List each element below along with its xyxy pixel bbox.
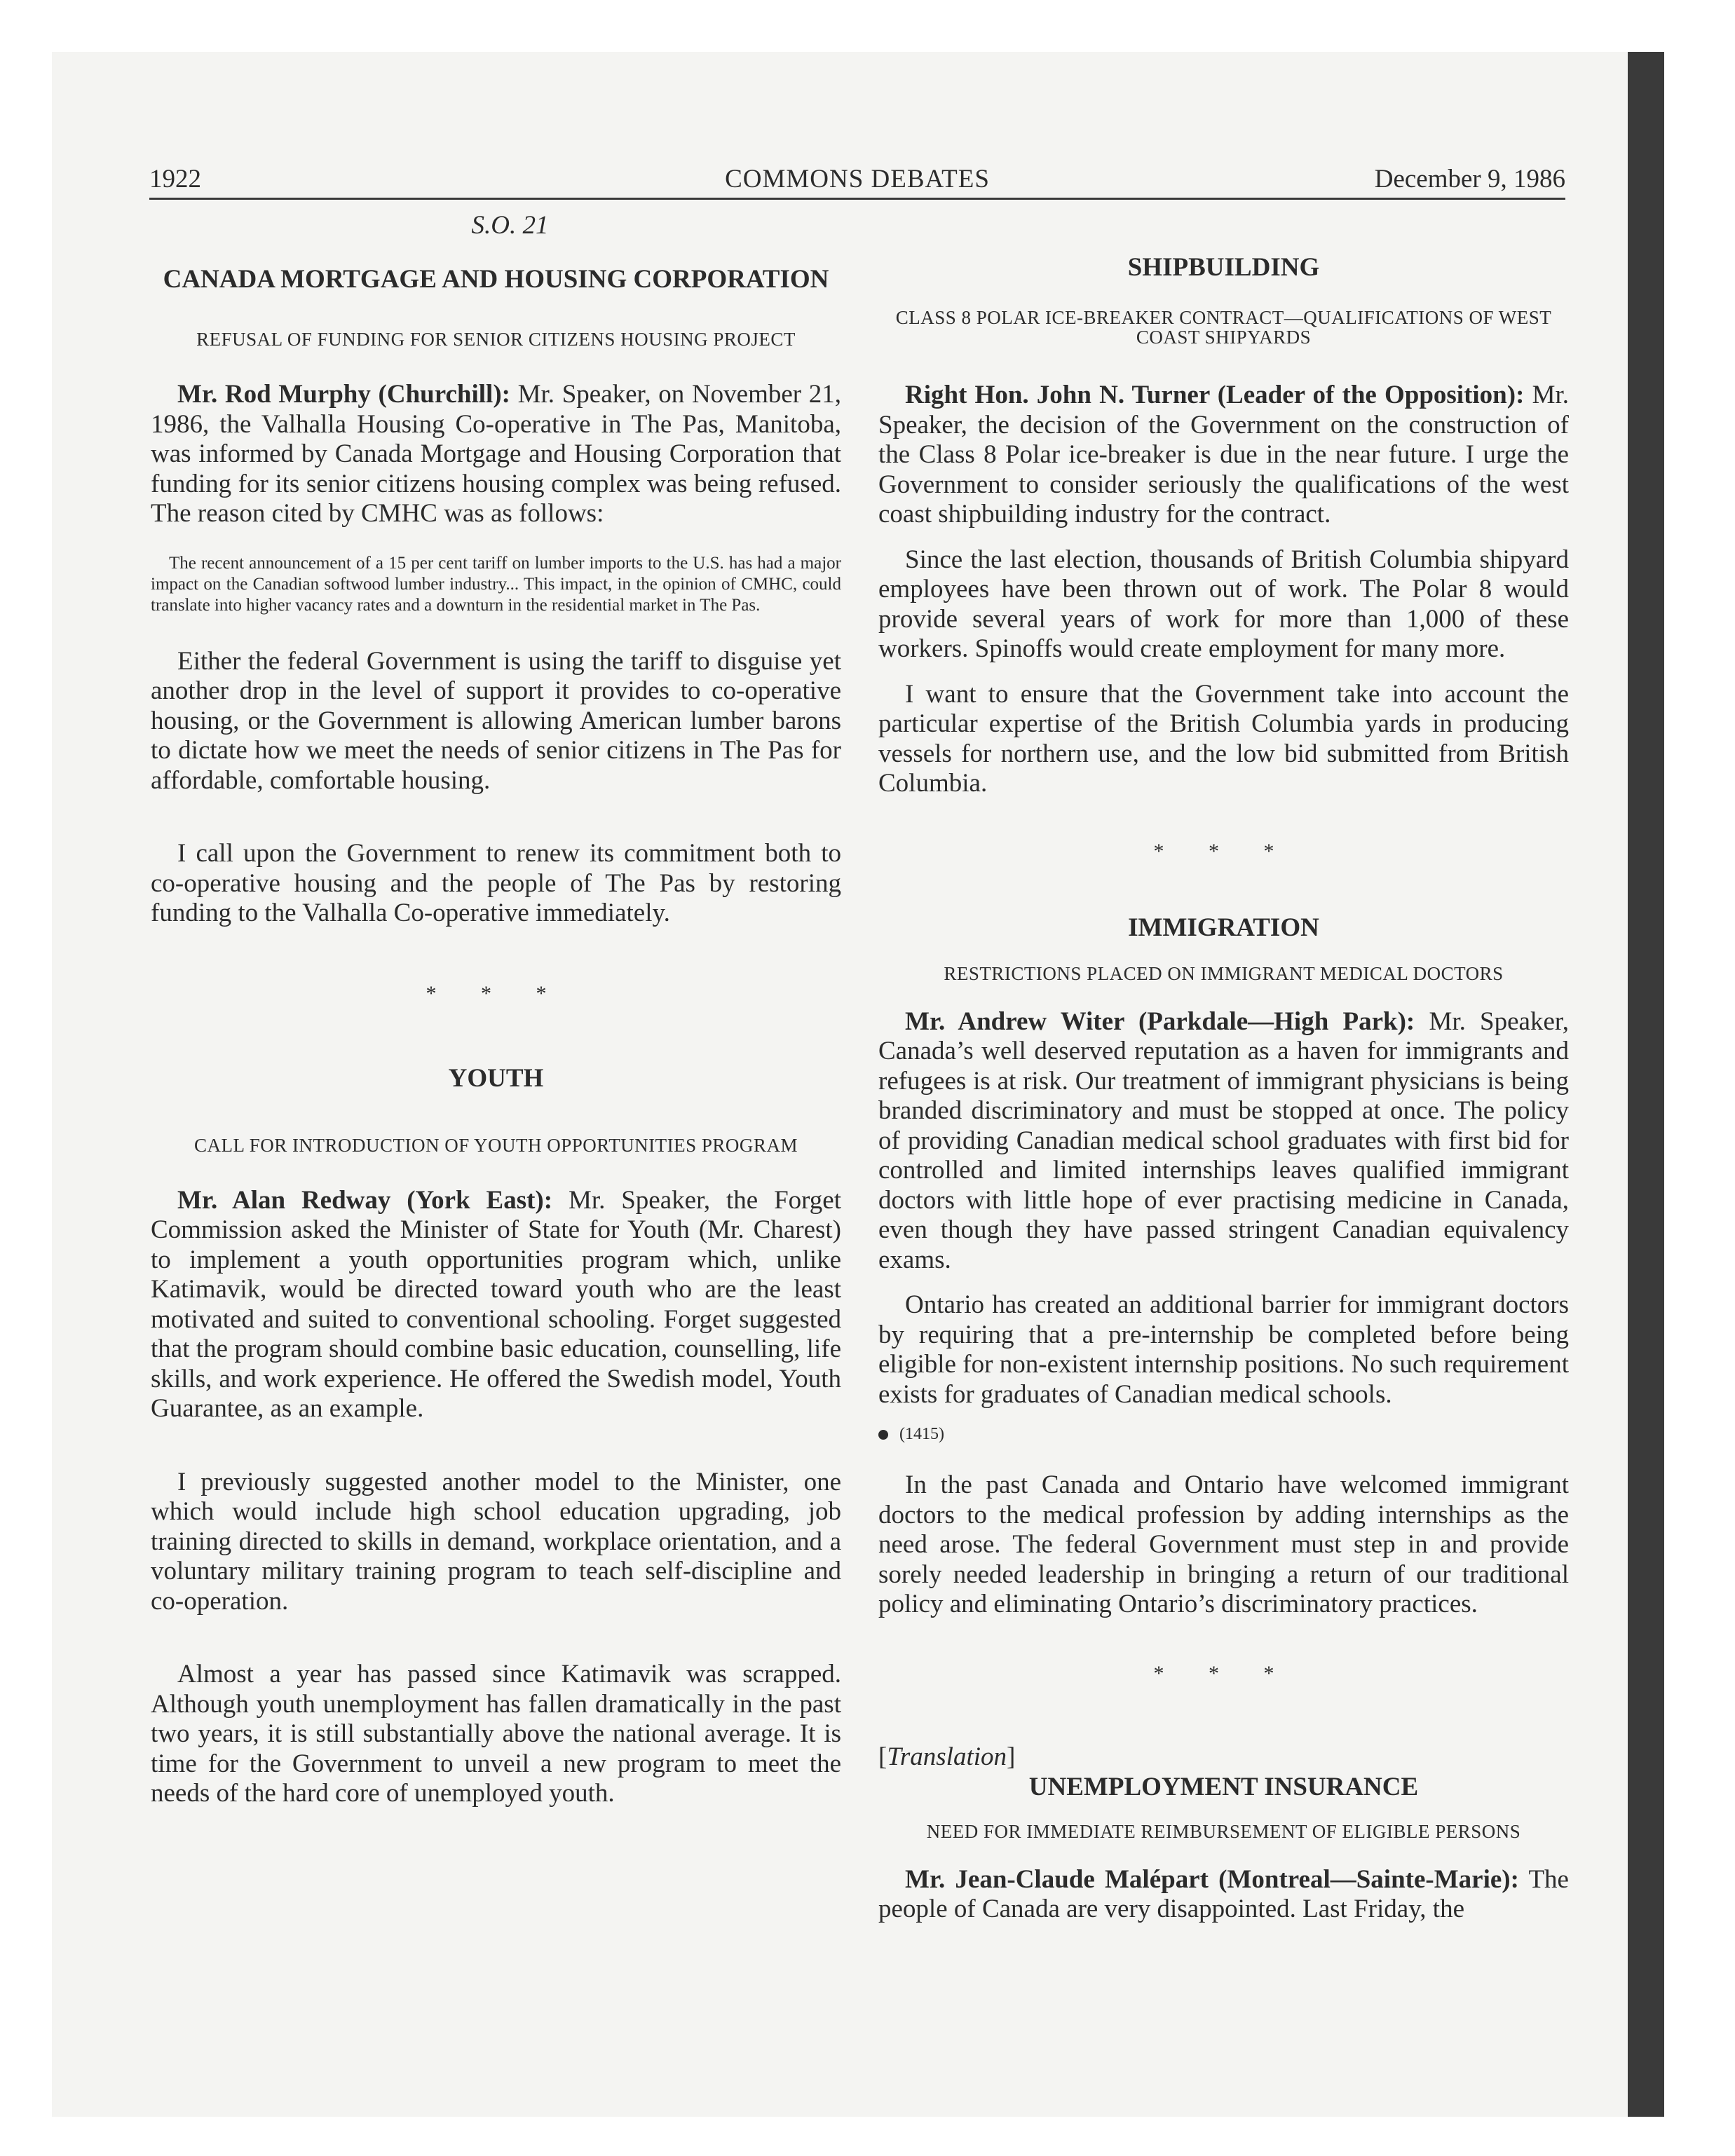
right-column (878, 252, 1569, 1940)
statement-text: Mr. Speaker, on November 21, 1986, the Valhalla Housing Co-operative in The Pas, Manitoba, was informed by Canada Mortgage and Housing Corporation that funding for its senior citizens housing complex was being refused. The reason cited by CMHC was as follows: (151, 380, 842, 528)
paragraph: I previously suggested another model to the Minister, one which would include high school education upgrading, job training directed to skills in demand, workplace orientation, and a voluntary military training program to teach self-discipline and co-operation. (151, 1467, 841, 1616)
issue-date: December 9, 1986 (1374, 165, 1565, 193)
time-marker-text: (1415) (899, 1425, 944, 1443)
statement-text: Mr. Speaker, the Forget Commission asked the Minister of State for Youth (Mr. Charest) to implement a youth opportunities program which, unlike Katimavik, would be directed toward youth who are the least motivated and suited to conventional schooling. Forget suggested that the program should combine basic education, counselling, life skills, and work experience. He offered the Swedish model, Youth Guarantee, as an example. (151, 1185, 841, 1423)
time-marker (878, 1425, 1569, 1444)
standing-order-label: S.O. 21 (471, 211, 549, 240)
statement-murphy (151, 380, 841, 529)
page-number: 1922 (149, 165, 201, 193)
subheading-immigrant-doctors: RESTRICTIONS PLACED ON IMMIGRANT MEDICAL DOCTORS (944, 962, 1504, 984)
section-separator: * * * (426, 981, 566, 1005)
section-heading-unemployment: UNEMPLOYMENT INSURANCE (1028, 1772, 1419, 1801)
paragraph: I call upon the Government to renew its commitment both to co-operative housing and the people of The Pas by restoring funding to the Valhalla Co-operative immediately. (151, 839, 841, 927)
bullet-icon (878, 1430, 888, 1440)
section-heading-cmhc: CANADA MORTGAGE AND HOUSING CORPORATION (163, 265, 829, 294)
statement-malepart (878, 1865, 1569, 1925)
speaker-murphy: Mr. Rod Murphy (Churchill): (177, 380, 510, 409)
cmhc-quotation: The recent announcement of a 15 per cent tariff on lumber imports to the U.S. has had a major impact on the Canadian softwood lumber industry... This impact, in the opinion of CMHC, could translate into higher vacancy rates and a downturn in the residential market in The Pas. (151, 553, 841, 615)
statement-redway (151, 1186, 841, 1424)
paragraph: Either the federal Government is using the tariff to disguise yet another drop in the level of support it provides to co-operative housing, or the Government is allowing American lumber barons to dictate how we meet the needs of senior citizens in The Pas for affordable, comfortable housing. (151, 646, 841, 795)
section-heading-shipbuilding: SHIPBUILDING (1127, 253, 1320, 282)
section-heading-immigration: IMMIGRATION (1128, 913, 1319, 942)
paragraph: Since the last election, thousands of British Columbia shipyard employees have been thrown out of work. The Polar 8 would provide several years of work for more than 1,000 of these workers. Spinoffs would create employment for many more. (878, 545, 1569, 663)
speaker-malepart: Mr. Jean-Claude Malépart (Montreal—Sainte-Marie): (905, 1864, 1519, 1894)
subheading-reimbursement: NEED FOR IMMEDIATE REIMBURSEMENT OF ELIGIBLE PERSONS (926, 1820, 1521, 1842)
paragraph: I want to ensure that the Government take into account the particular expertise of the British Columbia yards in producing vessels for northern use, and the low bid submitted from British Columbia. (878, 679, 1569, 798)
paragraph: Ontario has created an additional barrier for immigrant doctors by requiring that a pre-internship be completed before being eligible for non-existent internship positions. No such requirement exists for graduates of Canadian medical schools. (878, 1290, 1569, 1409)
statement-text: The people of Canada are very disappointed. Last Friday, the (878, 1864, 1569, 1923)
paragraph: In the past Canada and Ontario have welcomed immigrant doctors to the medical profession by adding internships as the need arose. The federal Government must step in and provide sorely needed leadership in bringing a return of our traditional policy and eliminating Ontario’s discriminatory practices. (878, 1471, 1569, 1618)
statement-turner (878, 381, 1569, 530)
subheading-youth-program: CALL FOR INTRODUCTION OF YOUTH OPPORTUNITIES PROGRAM (194, 1134, 798, 1156)
subheading-icebreaker: CLASS 8 POLAR ICE-BREAKER CONTRACT—QUALIFICATIONS OF WEST COAST SHIPYARDS (895, 307, 1552, 348)
left-column (151, 210, 841, 1824)
translation-label: [Translation] (878, 1742, 1016, 1771)
section-heading-youth: YOUTH (448, 1063, 544, 1093)
statement-text: Mr. Speaker, Canada’s well deserved reputation as a haven for immigrants and refugees is at risk. Our treatment of immigrant physicians is being branded discriminatory and must be stopped at once. The policy of providing Canadian medical school graduates with first bid for controlled and limited internships leaves qualified immigrant doctors with little hope of ever practising medicine in Canada, even though they have passed stringent Canadian equivalency exams. (878, 1007, 1569, 1274)
speaker-redway: Mr. Alan Redway (York East): (177, 1185, 553, 1215)
speaker-turner: Right Hon. John N. Turner (Leader of the Opposition): (905, 381, 1525, 409)
publication-title: COMMONS DEBATES (725, 165, 990, 193)
statement-witer (878, 1007, 1569, 1276)
paragraph: Almost a year has passed since Katimavik was scrapped. Although youth unemployment has fallen dramatically in the past two years, it is still substantially above the national average. It is time for the Government to unveil a new program to meet the needs of the hard core of unemployed youth. (151, 1660, 841, 1808)
binding-edge (1628, 52, 1664, 2117)
section-separator: * * * (1153, 1661, 1294, 1685)
speaker-witer: Mr. Andrew Witer (Parkdale—High Park): (905, 1007, 1415, 1036)
subheading-refusal-funding: REFUSAL OF FUNDING FOR SENIOR CITIZENS HOUSING PROJECT (196, 329, 796, 350)
translation-label-text: Translation (887, 1742, 1007, 1771)
statement-text: Mr. Speaker, the decision of the Government on the construction of the Class 8 Polar ice-breaker is due in the near future. I urge the Government to consider seriously the qualifications of the west coast shipbuilding industry for the contract. (878, 381, 1569, 528)
page-header (149, 165, 1565, 200)
section-separator: * * * (1153, 839, 1294, 863)
